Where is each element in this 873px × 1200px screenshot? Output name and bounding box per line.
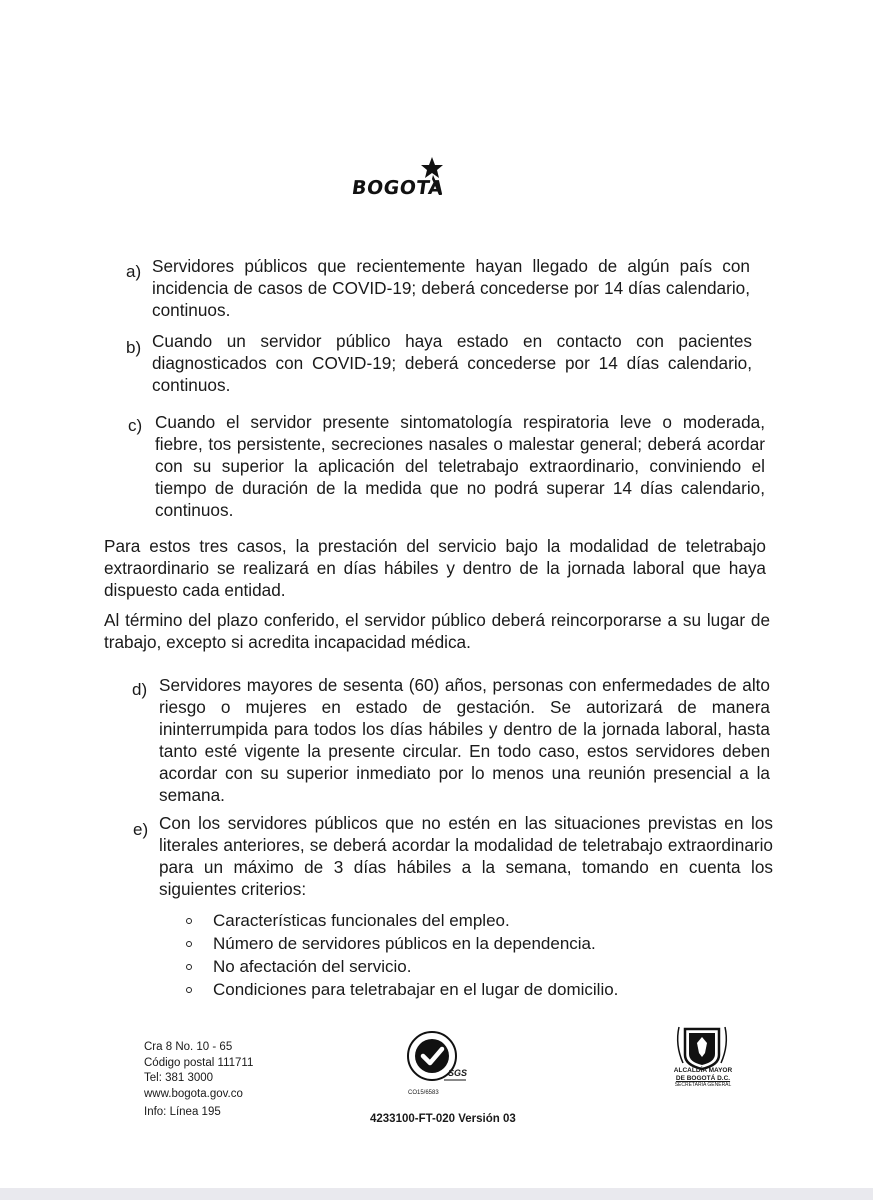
list-item <box>186 955 686 978</box>
list-item <box>186 978 686 1001</box>
paragraph-termino <box>104 609 770 653</box>
item-c-line: continuos. <box>155 500 234 520</box>
coat-caption-line: ALCALDÍA MAYOR <box>673 1067 733 1074</box>
item-b-text <box>152 330 752 396</box>
footer-address <box>144 1040 253 1121</box>
item-d-text <box>159 674 770 806</box>
website-link[interactable]: www.bogota.gov.co <box>144 1087 243 1100</box>
bottom-strip <box>0 1188 873 1200</box>
phone: Tel: 381 3000 <box>144 1072 214 1084</box>
item-c-line: con su superior la aplicación del teletrabajo extraordinario, conviniendo el <box>155 456 765 476</box>
item-b-line: continuos. <box>152 375 231 395</box>
item-a-line: continuos. <box>152 300 231 320</box>
item-b-label: b) <box>126 338 142 357</box>
item-e-label: e) <box>133 820 149 839</box>
paragraph-line: Al término del plazo conferido, el servidor público deberá reincorporarse a su lugar de <box>104 610 770 630</box>
criteria-text: No afectación del servicio. <box>213 957 412 976</box>
bullet-icon <box>186 918 192 924</box>
item-e-line: Con los servidores públicos que no estén en las situaciones previstas en los <box>159 813 773 833</box>
criteria-text: Características funcionales del empleo. <box>213 911 510 930</box>
item-e-line: siguientes criterios: <box>159 879 307 899</box>
item-a-label: a) <box>126 262 142 281</box>
bullet-icon <box>186 987 192 993</box>
coat-caption <box>660 1067 746 1090</box>
item-e-line: literales anteriores, se deberá acordar la modalidad de teletrabajo extraordinario <box>159 835 773 855</box>
bogota-logo <box>352 155 452 207</box>
item-d-label: d) <box>132 680 148 699</box>
item-a-line: incidencia de casos de COVID-19; deberá concederse por 14 días calendario, <box>152 278 750 298</box>
paragraph-line: trabajo, excepto si acredita incapacidad médica. <box>104 632 471 652</box>
paragraph-teletrabajo <box>104 535 766 601</box>
certificate-number: CO15/6583 <box>408 1090 439 1096</box>
logo-text: BOGOTA <box>350 177 446 199</box>
coat-caption-line: DE BOGOTÁ D.C. <box>675 1074 731 1082</box>
seal-label: SGS <box>448 1068 468 1078</box>
item-d-line: Servidores mayores de sesenta (60) años, personas con enfermedades de alto <box>159 675 770 695</box>
paragraph-line: dispuesto cada entidad. <box>104 580 286 600</box>
list-item <box>186 909 686 932</box>
item-d-line: acordar con su superior inmediato por lo menos una reunión presencial a la <box>159 763 770 783</box>
info-line: Info: Línea 195 <box>144 1106 221 1118</box>
item-e-text <box>159 812 773 900</box>
item-c-line: Cuando el servidor presente sintomatología respiratoria leve o moderada, <box>155 412 765 432</box>
item-a-line: Servidores públicos que recientemente hayan llegado de algún país con <box>152 256 750 276</box>
criteria-list <box>186 909 686 1001</box>
bullet-icon <box>186 941 192 947</box>
item-d-line: tanto esté vigente la presente circular. En todo caso, estos servidores deben <box>159 741 770 761</box>
criteria-text: Número de servidores públicos en la dependencia. <box>213 934 596 953</box>
item-d-line: riesgo o mujeres en estado de gestación. Se autorizará de manera <box>159 697 770 717</box>
paragraph-line: Para estos tres casos, la prestación del servicio bajo la modalidad de teletrabajo <box>104 536 766 556</box>
criteria-text: Condiciones para teletrabajar en el lugar de domicilio. <box>213 980 619 999</box>
item-b-line: diagnosticados con COVID-19; deberá concederse por 14 días calendario, <box>152 353 752 373</box>
coat-subcaption: SECRETARÍA GENERAL <box>674 1082 732 1088</box>
item-c-line: tiempo de duración de la medida que no podrá superar 14 días calendario, <box>155 478 765 498</box>
postal-code: Código postal 111711 <box>144 1056 254 1069</box>
item-e-line: para un máximo de 3 días hábiles a la semana, tomando en cuenta los <box>159 857 773 877</box>
item-b-line: Cuando un servidor público haya estado en contacto con pacientes <box>152 331 752 351</box>
item-d-line: ininterrumpida para todos los días hábiles y dentro de la jornada laboral, hasta <box>159 719 770 739</box>
form-code: 4233100-FT-020 Versión 03 <box>370 1113 516 1125</box>
address-line: Cra 8 No. 10 - 65 <box>144 1041 233 1053</box>
item-d-line: semana. <box>159 785 225 805</box>
item-c-line: fiebre, tos persistente, secreciones nasales o malestar general; deberá acordar <box>155 434 765 454</box>
paragraph-line: extraordinario se realizará en días hábiles y dentro de la jornada laboral que haya <box>104 558 766 578</box>
bullet-icon <box>186 964 192 970</box>
item-c-label: c) <box>128 416 143 435</box>
item-c-text <box>155 411 765 521</box>
coat-of-arms-icon <box>669 1025 735 1105</box>
list-item <box>186 932 686 955</box>
item-a-text <box>152 255 750 321</box>
